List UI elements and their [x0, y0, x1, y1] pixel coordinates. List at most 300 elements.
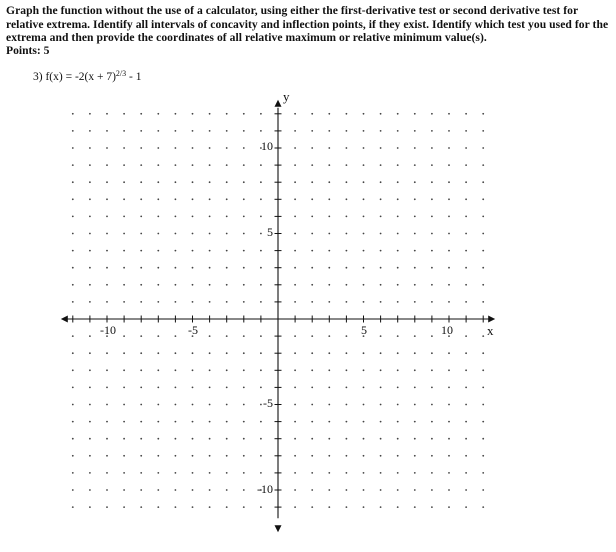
y-tick-label-10: 10 — [261, 139, 273, 153]
x-tick-label-10: 10 — [441, 323, 453, 337]
grid-dot — [157, 250, 159, 252]
grid-dot — [414, 335, 416, 337]
grid-dot — [209, 438, 211, 440]
grid-dot — [482, 472, 484, 474]
grid-dot — [123, 181, 125, 183]
grid-dot — [175, 147, 177, 149]
grid-dot — [294, 369, 296, 371]
grid-dot — [346, 284, 348, 286]
grid-dot — [414, 147, 416, 149]
grid-dot — [243, 216, 245, 218]
grid-dot — [311, 198, 313, 200]
grid-dot — [89, 181, 91, 183]
grid-dot — [482, 216, 484, 218]
grid-dot — [363, 284, 365, 286]
grid-dot — [448, 387, 450, 389]
x-axis-label: x — [487, 323, 494, 338]
grid-dot — [192, 233, 194, 235]
grid-dot — [260, 198, 262, 200]
grid-dot — [140, 250, 142, 252]
grid-dot — [414, 267, 416, 269]
grid-dot — [260, 267, 262, 269]
grid-dot — [448, 233, 450, 235]
grid-dot — [294, 489, 296, 491]
grid-dot — [431, 130, 433, 132]
grid-dot — [89, 130, 91, 132]
grid-dot — [140, 489, 142, 491]
grid-dot — [328, 267, 330, 269]
grid-dot — [157, 164, 159, 166]
grid-dot — [157, 233, 159, 235]
grid-dot — [192, 438, 194, 440]
grid-dot — [397, 455, 399, 457]
grid-dot — [260, 216, 262, 218]
grid-dot — [465, 506, 467, 508]
grid-dot — [397, 352, 399, 354]
grid-dot — [72, 421, 74, 423]
grid-dot — [192, 284, 194, 286]
grid-dot — [380, 250, 382, 252]
grid-dot — [482, 301, 484, 303]
grid-dot — [414, 301, 416, 303]
grid-dot — [465, 455, 467, 457]
grid-dot — [431, 387, 433, 389]
grid-dot — [294, 267, 296, 269]
grid-dot — [157, 506, 159, 508]
grid-dot — [431, 506, 433, 508]
grid-dot — [363, 233, 365, 235]
grid-dot — [226, 198, 228, 200]
grid-dot — [106, 421, 108, 423]
grid-dot — [448, 216, 450, 218]
grid-dot — [380, 181, 382, 183]
grid-dot — [380, 404, 382, 406]
grid-dot — [311, 233, 313, 235]
grid-dot — [89, 369, 91, 371]
grid-dot — [89, 216, 91, 218]
grid-dot — [157, 216, 159, 218]
grid-dot — [226, 113, 228, 115]
grid-dot — [226, 284, 228, 286]
grid-dot — [328, 164, 330, 166]
grid-dot — [209, 472, 211, 474]
grid-dot — [311, 301, 313, 303]
grid-dot — [363, 369, 365, 371]
grid-dot — [328, 130, 330, 132]
grid-dot — [380, 267, 382, 269]
grid-dot — [346, 506, 348, 508]
grid-dot — [328, 250, 330, 252]
grid-dot — [243, 335, 245, 337]
grid-dot — [448, 472, 450, 474]
grid-dot — [192, 421, 194, 423]
grid-dot — [414, 113, 416, 115]
grid-dot — [414, 284, 416, 286]
grid-dot — [209, 455, 211, 457]
grid-dot — [106, 352, 108, 354]
grid-dot — [346, 369, 348, 371]
grid-dot — [397, 438, 399, 440]
grid-dot — [192, 301, 194, 303]
grid-dot — [448, 404, 450, 406]
grid-dot — [72, 335, 74, 337]
grid-dot — [311, 438, 313, 440]
grid-dot — [482, 404, 484, 406]
grid-dot — [328, 489, 330, 491]
grid-dot — [431, 216, 433, 218]
grid-dot — [311, 506, 313, 508]
grid-dot — [243, 489, 245, 491]
grid-dot — [431, 233, 433, 235]
grid-dot — [431, 181, 433, 183]
grid-dot — [380, 352, 382, 354]
grid-dot — [328, 216, 330, 218]
grid-dot — [89, 301, 91, 303]
grid-dot — [346, 164, 348, 166]
grid-dot — [226, 267, 228, 269]
grid-dot — [175, 301, 177, 303]
grid-dot — [72, 455, 74, 457]
grid-dot — [294, 421, 296, 423]
grid-dot — [346, 130, 348, 132]
grid-dot — [226, 250, 228, 252]
grid-dot — [157, 352, 159, 354]
grid-dot — [328, 113, 330, 115]
grid-dot — [123, 301, 125, 303]
grid-dot — [89, 198, 91, 200]
grid-dot — [294, 284, 296, 286]
grid-dot — [346, 233, 348, 235]
grid-dot — [465, 113, 467, 115]
grid-dot — [175, 181, 177, 183]
grid-dot — [106, 404, 108, 406]
grid-dot — [294, 455, 296, 457]
grid-dot — [328, 404, 330, 406]
grid-dot — [397, 250, 399, 252]
grid-dot — [226, 506, 228, 508]
grid-dot — [89, 472, 91, 474]
grid-dot — [140, 335, 142, 337]
grid-dot — [175, 164, 177, 166]
grid-dot — [363, 489, 365, 491]
grid-dot — [431, 489, 433, 491]
grid-dot — [465, 472, 467, 474]
grid-dot — [140, 130, 142, 132]
grid-dot — [294, 301, 296, 303]
grid-dot — [465, 387, 467, 389]
grid-dot — [72, 250, 74, 252]
grid-dot — [209, 164, 211, 166]
grid-dot — [431, 335, 433, 337]
grid-dot — [157, 387, 159, 389]
grid-dot — [311, 267, 313, 269]
grid-dot — [380, 147, 382, 149]
grid-dot — [140, 352, 142, 354]
grid-dot — [380, 387, 382, 389]
grid-dot — [328, 352, 330, 354]
grid-dot — [123, 472, 125, 474]
grid-dot — [192, 455, 194, 457]
grid-dot — [192, 147, 194, 149]
grid-dot — [157, 489, 159, 491]
grid-dot — [260, 181, 262, 183]
x-tick-label-neg10: -10 — [100, 323, 116, 337]
grid-dot — [106, 506, 108, 508]
grid-dot — [431, 352, 433, 354]
grid-dot — [431, 472, 433, 474]
grid-dot — [89, 455, 91, 457]
grid-dot — [260, 387, 262, 389]
grid-dot — [294, 250, 296, 252]
grid-dot — [175, 113, 177, 115]
grid-dot — [209, 233, 211, 235]
grid-dot — [243, 472, 245, 474]
grid-dot — [414, 181, 416, 183]
grid-dot — [192, 352, 194, 354]
grid-dot — [448, 198, 450, 200]
grid-dot — [431, 438, 433, 440]
grid-dot — [260, 164, 262, 166]
grid-dot — [397, 198, 399, 200]
grid-dot — [431, 455, 433, 457]
grid-dot — [363, 181, 365, 183]
grid-dot — [209, 369, 211, 371]
grid-dot — [123, 130, 125, 132]
grid-dot — [346, 438, 348, 440]
grid-dot — [380, 506, 382, 508]
grid-dot — [209, 250, 211, 252]
grid-dot — [123, 506, 125, 508]
grid-dot — [346, 455, 348, 457]
problem-number: 3) — [33, 71, 43, 83]
grid-dot — [414, 421, 416, 423]
grid-dot — [157, 472, 159, 474]
grid-dot — [294, 335, 296, 337]
y-axis-arrow-down-icon — [275, 525, 282, 532]
grid-dot — [209, 506, 211, 508]
grid-dot — [465, 301, 467, 303]
grid-dot — [175, 421, 177, 423]
grid-dot — [328, 421, 330, 423]
grid-dot — [431, 113, 433, 115]
grid-dot — [89, 438, 91, 440]
grid-dot — [380, 438, 382, 440]
grid-dot — [243, 250, 245, 252]
y-tick-label-neg10: -10 — [257, 482, 273, 496]
grid-dot — [123, 284, 125, 286]
grid-dot — [482, 284, 484, 286]
grid-dot — [192, 267, 194, 269]
grid-dot — [140, 472, 142, 474]
grid-dot — [72, 369, 74, 371]
grid-dot — [328, 284, 330, 286]
grid-dot — [431, 404, 433, 406]
grid-dot — [192, 387, 194, 389]
grid-dot — [414, 387, 416, 389]
grid-dot — [243, 301, 245, 303]
grid-dot — [123, 404, 125, 406]
grid-dot — [175, 404, 177, 406]
grid-dot — [311, 421, 313, 423]
grid-dot — [140, 284, 142, 286]
grid-dot — [431, 147, 433, 149]
grid-dot — [482, 369, 484, 371]
grid-dot — [397, 387, 399, 389]
grid-dot — [106, 130, 108, 132]
grid-dot — [243, 130, 245, 132]
grid-dot — [380, 472, 382, 474]
grid-dot — [363, 130, 365, 132]
grid-dot — [209, 387, 211, 389]
grid-dot — [448, 352, 450, 354]
grid-dot — [140, 181, 142, 183]
grid-dot — [157, 369, 159, 371]
grid-dot — [175, 216, 177, 218]
grid-dot — [328, 301, 330, 303]
grid-dot — [482, 250, 484, 252]
grid-dot — [482, 387, 484, 389]
grid-dot — [465, 421, 467, 423]
grid-dot — [175, 438, 177, 440]
grid-dot — [363, 438, 365, 440]
grid-dot — [346, 352, 348, 354]
grid-dot — [89, 164, 91, 166]
grid-dot — [89, 489, 91, 491]
grid-dot — [226, 472, 228, 474]
grid-dot — [175, 455, 177, 457]
grid-dot — [123, 147, 125, 149]
grid-dot — [363, 164, 365, 166]
grid-dot — [157, 113, 159, 115]
grid-dot — [346, 147, 348, 149]
grid-dot — [157, 455, 159, 457]
grid-dot — [72, 352, 74, 354]
grid-dot — [448, 421, 450, 423]
grid-dot — [482, 233, 484, 235]
y-tick-label-5: 5 — [267, 225, 273, 239]
grid-dot — [260, 455, 262, 457]
grid-dot — [192, 130, 194, 132]
grid-dot — [328, 147, 330, 149]
grid-dot — [175, 233, 177, 235]
grid-dot — [123, 198, 125, 200]
grid-dot — [414, 438, 416, 440]
grid-dot — [346, 404, 348, 406]
grid-dot — [311, 181, 313, 183]
grid-dot — [380, 369, 382, 371]
grid-dot — [140, 506, 142, 508]
grid-dot — [106, 489, 108, 491]
grid-dot — [72, 489, 74, 491]
grid-dot — [363, 506, 365, 508]
grid-dot — [465, 250, 467, 252]
grid-dot — [260, 250, 262, 252]
grid-dot — [311, 113, 313, 115]
grid-dot — [311, 369, 313, 371]
grid-dot — [465, 489, 467, 491]
grid-dot — [106, 198, 108, 200]
instructions-paragraph: Graph the function without the use of a calculator, using either the first-derivative test or second derivative test for relative extrema. Identify all intervals of concavity and inflection points, if they exist. Identify which test you used for the extrema and then provide the coordinates of all relative maximum or relative minimum value(s). — [6, 4, 609, 44]
grid-dot — [157, 181, 159, 183]
grid-dot — [123, 267, 125, 269]
grid-dot — [89, 387, 91, 389]
grid-dot — [328, 438, 330, 440]
grid-dot — [226, 164, 228, 166]
grid-dot — [140, 198, 142, 200]
grid-dot — [482, 438, 484, 440]
grid-dot — [157, 301, 159, 303]
grid-dot — [89, 404, 91, 406]
grid-dot — [328, 198, 330, 200]
grid-dot — [243, 404, 245, 406]
grid-dot — [448, 489, 450, 491]
grid-dot — [140, 301, 142, 303]
grid-dot — [89, 506, 91, 508]
grid-dot — [311, 352, 313, 354]
grid-dot — [448, 301, 450, 303]
grid-dot — [89, 250, 91, 252]
grid-dot — [328, 387, 330, 389]
grid-dot — [175, 369, 177, 371]
grid-dot — [380, 164, 382, 166]
grid-dot — [243, 233, 245, 235]
grid-dot — [209, 335, 211, 337]
grid-dot — [157, 404, 159, 406]
grid-dot — [226, 181, 228, 183]
grid-dot — [397, 284, 399, 286]
grid-dot — [209, 216, 211, 218]
grid-dot — [346, 421, 348, 423]
grid-dot — [89, 284, 91, 286]
grid-dot — [123, 216, 125, 218]
grid-dot — [448, 130, 450, 132]
grid-dot — [380, 421, 382, 423]
grid-dot — [260, 301, 262, 303]
grid-dot — [72, 404, 74, 406]
grid-dot — [123, 438, 125, 440]
grid-dot — [243, 198, 245, 200]
grid-dot — [209, 421, 211, 423]
grid-dot — [448, 455, 450, 457]
grid-dot — [243, 352, 245, 354]
grid-dot — [192, 164, 194, 166]
grid-dot — [192, 489, 194, 491]
grid-dot — [157, 147, 159, 149]
grid-dot — [226, 130, 228, 132]
grid-dot — [397, 335, 399, 337]
grid-dot — [209, 352, 211, 354]
grid-dot — [243, 421, 245, 423]
grid-dot — [397, 147, 399, 149]
grid-dot — [448, 369, 450, 371]
grid-dot — [328, 472, 330, 474]
grid-dot — [482, 164, 484, 166]
grid-dot — [209, 147, 211, 149]
grid-dot — [106, 147, 108, 149]
grid-dot — [346, 335, 348, 337]
grid-dot — [311, 489, 313, 491]
grid-dot — [209, 489, 211, 491]
grid-dot — [294, 506, 296, 508]
grid-dot — [328, 233, 330, 235]
grid-dot — [414, 369, 416, 371]
x-tick-label-5: 5 — [361, 323, 367, 337]
grid-dot — [414, 130, 416, 132]
grid-dot — [448, 438, 450, 440]
grid-dot — [243, 438, 245, 440]
grid-dot — [380, 455, 382, 457]
grid-dot — [209, 181, 211, 183]
